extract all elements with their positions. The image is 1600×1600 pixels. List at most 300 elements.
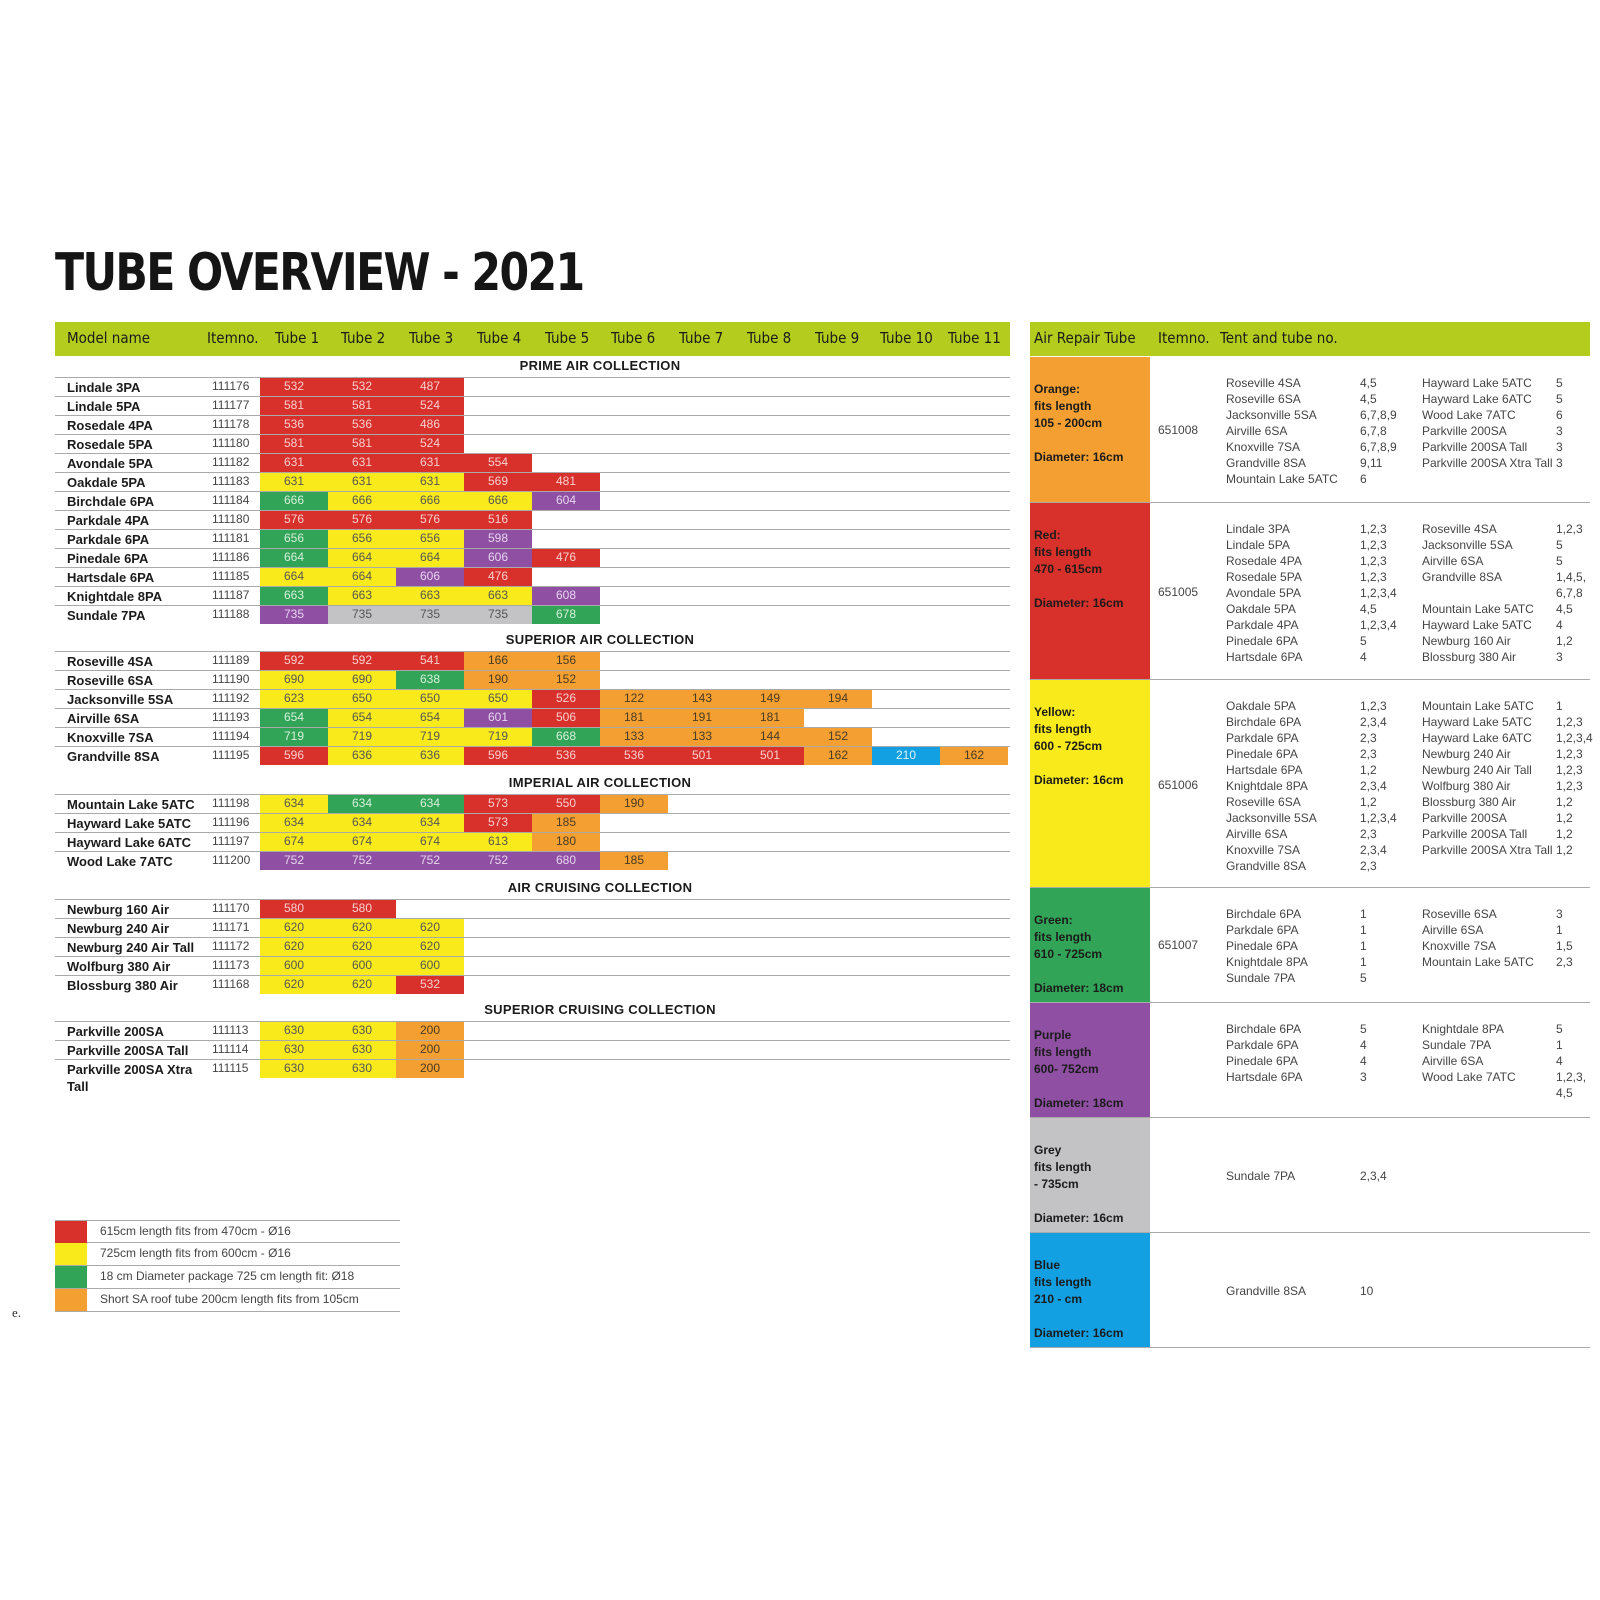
tube-cell: 506: [532, 709, 600, 727]
tent-name: Knightdale 8PA: [1226, 955, 1308, 969]
column-header: Air Repair Tube: [1034, 329, 1136, 347]
tent-name: Roseville 4SA: [1226, 376, 1301, 390]
color-legend: [55, 1220, 400, 1312]
tube-numbers: 5: [1360, 971, 1367, 985]
tent-entry: [1226, 471, 1420, 487]
repair-group: [1030, 888, 1590, 1003]
column-header: Model name: [67, 329, 151, 347]
tent-name: Wood Lake 7ATC: [1422, 1070, 1516, 1084]
tube-cell: 149: [736, 690, 804, 708]
tube-numbers: 1,2,3: [1360, 522, 1387, 536]
item-number: 111181: [212, 531, 250, 545]
tent-name: Knoxville 7SA: [1226, 843, 1301, 857]
diameter-label: Diameter: 16cm: [1034, 596, 1124, 610]
table-row: [55, 510, 1010, 529]
tube-cell: 596: [260, 747, 328, 765]
diameter-label: Diameter: 16cm: [1034, 773, 1124, 787]
repair-item-number: 651007: [1158, 938, 1199, 952]
legend-row: [55, 1243, 400, 1266]
tent-name: Birchdale 6PA: [1226, 715, 1302, 729]
page-title: TUBE OVERVIEW - 2021: [55, 243, 584, 303]
label-line: fits length: [1034, 1160, 1092, 1174]
repair-color-label: [1030, 503, 1150, 679]
tent-name: Jacksonville 5SA: [1226, 408, 1317, 422]
tube-numbers: 1,2,3: [1556, 763, 1583, 777]
model-name: Lindale 3PA: [67, 380, 141, 395]
tube-cell: 664: [260, 568, 328, 586]
item-number: 111189: [212, 653, 250, 667]
tent-entry: [1422, 1069, 1600, 1085]
tube-cell: 576: [328, 511, 396, 529]
tube-numbers: 1,2,3: [1360, 570, 1387, 584]
tent-name: Newburg 240 Air: [1422, 747, 1511, 761]
tube-cell: 580: [260, 900, 328, 918]
tent-name: Hayward Lake 6ATC: [1422, 392, 1532, 406]
tent-entry: [1422, 778, 1600, 794]
model-name: Parkville 200SA Xtra Tall: [67, 1062, 193, 1094]
model-name: Wood Lake 7ATC: [67, 854, 173, 869]
tube-cell: 719: [396, 728, 464, 746]
table-row: [55, 918, 1010, 937]
tent-name: Grandville 8SA: [1226, 456, 1307, 470]
tube-cell: 190: [464, 671, 532, 689]
tube-cell: 596: [464, 747, 532, 765]
diameter-label: Diameter: 18cm: [1034, 981, 1124, 995]
legend-swatch: [55, 1221, 87, 1243]
tube-cell: 581: [260, 397, 328, 415]
tube-cell: 631: [260, 473, 328, 491]
tent-name: Blossburg 380 Air: [1422, 795, 1517, 809]
tent-entry: [1226, 762, 1420, 778]
item-number: 111180: [212, 512, 250, 526]
tube-cell: 190: [600, 795, 668, 813]
tube-cell: 678: [532, 606, 600, 624]
tube-numbers: 6,7,8: [1556, 586, 1583, 600]
tube-numbers: 1,2,3: [1556, 779, 1583, 793]
model-name: Wolfburg 380 Air: [67, 959, 171, 974]
tube-cell: 620: [260, 976, 328, 994]
column-header: Tube 11: [948, 329, 1001, 347]
tent-name: Hartsdale 6PA: [1226, 1070, 1303, 1084]
tube-numbers: 1,2: [1556, 634, 1573, 648]
label-line: 105 - 200cm: [1034, 416, 1103, 430]
tent-name: Birchdale 6PA: [1226, 1022, 1302, 1036]
tube-cell: 185: [600, 852, 668, 870]
item-number: 111190: [212, 672, 250, 686]
item-number: 111182: [212, 455, 250, 469]
tube-numbers: 1,2,3: [1360, 538, 1387, 552]
tent-entry: [1226, 521, 1420, 537]
tube-cell: 690: [260, 671, 328, 689]
column-header: Tube 4: [477, 329, 522, 347]
model-name: Oakdale 5PA: [67, 475, 146, 490]
tube-cell: 180: [532, 833, 600, 851]
tube-cell: 656: [328, 530, 396, 548]
tube-numbers: 1,2: [1556, 811, 1573, 825]
tube-cell: 581: [328, 397, 396, 415]
tube-cell: 719: [328, 728, 396, 746]
tube-numbers: 1,2,3,4: [1360, 586, 1397, 600]
model-name: Avondale 5PA: [67, 456, 153, 471]
table-row: [55, 1021, 1010, 1040]
spacer: [1034, 432, 1146, 449]
tube-cell: 487: [396, 378, 464, 396]
table-row: [55, 1059, 1010, 1094]
tube-cell: 631: [260, 454, 328, 472]
item-number: 111173: [212, 958, 250, 972]
tube-cell: 634: [328, 795, 396, 813]
legend-swatch: [55, 1243, 87, 1265]
tent-entry: [1226, 714, 1420, 730]
tent-name: Hayward Lake 5ATC: [1422, 376, 1532, 390]
tent-name: Sundale 7PA: [1422, 1038, 1492, 1052]
tent-name: Sundale 7PA: [1226, 1169, 1296, 1183]
label-line: Yellow:: [1034, 705, 1076, 719]
tube-numbers: 2,3: [1360, 731, 1377, 745]
collection-title: SUPERIOR CRUISING COLLECTION: [484, 1002, 716, 1017]
label-line: Orange:: [1034, 382, 1081, 396]
tube-cell: 541: [396, 652, 464, 670]
tube-cell: 592: [328, 652, 396, 670]
diameter-label: Diameter: 16cm: [1034, 1211, 1124, 1225]
tent-name: Mountain Lake 5ATC: [1422, 699, 1534, 713]
tent-entry: [1226, 633, 1420, 649]
tube-cell: 191: [668, 709, 736, 727]
tube-cell: 630: [260, 1041, 328, 1059]
tent-name: Pinedale 6PA: [1226, 634, 1298, 648]
tube-cell: 735: [328, 606, 396, 624]
column-header: Itemno.: [207, 329, 259, 347]
model-name: Parkville 200SA: [67, 1024, 164, 1039]
tent-entry: [1226, 439, 1420, 455]
tent-entry: [1226, 1021, 1420, 1037]
tube-cell: 476: [464, 568, 532, 586]
column-header: Tube 5: [545, 329, 590, 347]
tube-numbers: 3: [1556, 440, 1563, 454]
item-number: 111187: [212, 588, 250, 602]
item-number: 111188: [212, 607, 250, 621]
tent-list: [1226, 375, 1420, 487]
tube-cell: 581: [328, 435, 396, 453]
tent-entry: [1226, 585, 1420, 601]
tube-numbers: 3: [1556, 456, 1563, 470]
tube-cell: 690: [328, 671, 396, 689]
tube-cell: 620: [328, 919, 396, 937]
label-line: fits length: [1034, 545, 1092, 559]
item-number: 111114: [212, 1042, 249, 1056]
tent-name: Knoxville 7SA: [1226, 440, 1301, 454]
tube-cell: 663: [328, 587, 396, 605]
tube-cell: 592: [260, 652, 328, 670]
item-number: 111180: [212, 436, 250, 450]
label-line: Blue: [1034, 1258, 1061, 1272]
tube-numbers: 6: [1360, 472, 1367, 486]
tent-name: Roseville 6SA: [1422, 907, 1497, 921]
tube-cell: 620: [328, 976, 396, 994]
model-name: Parkdale 4PA: [67, 513, 150, 528]
tube-cell: 580: [328, 900, 396, 918]
tube-cell: 634: [328, 814, 396, 832]
tube-cell: 663: [464, 587, 532, 605]
tube-cell: 752: [260, 852, 328, 870]
tube-cell: 550: [532, 795, 600, 813]
spacer: [1034, 1308, 1146, 1325]
tent-entry: [1226, 938, 1420, 954]
tent-list: [1226, 1283, 1420, 1299]
tent-entry: [1226, 842, 1420, 858]
tent-entry: [1226, 746, 1420, 762]
tube-cell: 133: [600, 728, 668, 746]
tube-cell: 620: [396, 938, 464, 956]
tube-cell: 668: [532, 728, 600, 746]
tent-name: Airville 6SA: [1422, 923, 1484, 937]
tent-entry: [1422, 922, 1600, 938]
item-number: 111113: [212, 1023, 249, 1037]
tube-cell: 608: [532, 587, 600, 605]
tube-cell: 630: [260, 1060, 328, 1078]
tent-entry: [1422, 1053, 1600, 1069]
item-number: 111197: [212, 834, 250, 848]
column-header: Tube 2: [341, 329, 386, 347]
collection-title: PRIME AIR COLLECTION: [519, 358, 681, 373]
repair-item-number: 651008: [1158, 423, 1199, 437]
legend-text: 615cm length fits from 470cm - Ø16: [100, 1224, 291, 1238]
item-number: 111192: [212, 691, 250, 705]
tube-cell: 752: [464, 852, 532, 870]
item-number: 111168: [212, 977, 250, 991]
model-name: Parkdale 6PA: [67, 532, 150, 547]
tent-entry: [1422, 601, 1600, 617]
tent-name: Roseville 4SA: [1422, 522, 1497, 536]
tube-cell: 654: [396, 709, 464, 727]
tube-numbers: 1: [1360, 923, 1367, 937]
tube-numbers: 1,2: [1360, 795, 1377, 809]
tent-entry: [1422, 585, 1600, 601]
column-header: Tube 1: [275, 329, 320, 347]
tube-cell: 630: [328, 1022, 396, 1040]
diameter-label: Diameter: 18cm: [1034, 1096, 1124, 1110]
tent-entry: [1422, 810, 1600, 826]
tent-name: Wood Lake 7ATC: [1422, 408, 1516, 422]
legend-text: 18 cm Diameter package 725 cm length fit: Ø18: [100, 1269, 355, 1283]
model-name: Roseville 4SA: [67, 654, 153, 669]
table-row: [55, 453, 1010, 472]
table-row: [55, 586, 1010, 605]
tube-cell: 735: [396, 606, 464, 624]
tube-cell: 634: [396, 795, 464, 813]
model-name: Newburg 240 Air Tall: [67, 940, 195, 955]
tube-cell: 162: [940, 747, 1008, 765]
label-line: fits length: [1034, 1045, 1092, 1059]
item-number: 111170: [212, 901, 250, 915]
tent-name: Parkdale 4PA: [1226, 618, 1299, 632]
table-row: [55, 727, 1010, 746]
tent-list: [1226, 1021, 1420, 1085]
tent-name: Lindale 3PA: [1226, 522, 1290, 536]
column-header: Tube 8: [747, 329, 792, 347]
tent-name: Hayward Lake 6ATC: [1422, 731, 1532, 745]
tent-name: Grandville 8SA: [1226, 859, 1307, 873]
repair-item-number: 651005: [1158, 585, 1199, 599]
tube-cell: 200: [396, 1060, 464, 1078]
tent-name: Wolfburg 380 Air: [1422, 779, 1511, 793]
tent-entry: [1226, 906, 1420, 922]
tube-cell: 501: [736, 747, 804, 765]
tube-numbers: 3: [1556, 650, 1563, 664]
repair-table-header: [1030, 322, 1590, 356]
tube-cell: 573: [464, 795, 532, 813]
tube-cell: 581: [260, 435, 328, 453]
tube-cell: 606: [396, 568, 464, 586]
label-line: 600 - 725cm: [1034, 739, 1103, 753]
tent-entry: [1422, 938, 1600, 954]
tube-numbers: 6,7,8,9: [1360, 440, 1397, 454]
tube-cell: 152: [804, 728, 872, 746]
repair-group: [1030, 357, 1590, 503]
spacer: [1034, 578, 1146, 595]
tube-numbers: 5: [1556, 376, 1563, 390]
model-name: Blossburg 380 Air: [67, 978, 178, 993]
tube-numbers: 4: [1556, 1054, 1563, 1068]
tent-entry: [1226, 858, 1420, 874]
model-name: Jacksonville 5SA: [67, 692, 174, 707]
tent-name: Mountain Lake 5ATC: [1422, 955, 1534, 969]
table-row: [55, 415, 1010, 434]
table-row: [55, 813, 1010, 832]
tent-name: Mountain Lake 5ATC: [1226, 472, 1338, 486]
item-number: 111185: [212, 569, 250, 583]
model-name: Rosedale 4PA: [67, 418, 153, 433]
model-name: Knightdale 8PA: [67, 589, 163, 604]
item-number: 111176: [212, 379, 250, 393]
tube-cell: 600: [328, 957, 396, 975]
tent-entry: [1422, 569, 1600, 585]
spacer: [1034, 963, 1146, 980]
label-line: Grey: [1034, 1143, 1062, 1157]
tube-cell: 650: [464, 690, 532, 708]
tent-entry: [1422, 649, 1600, 665]
table-row: [55, 529, 1010, 548]
tube-cell: 181: [600, 709, 668, 727]
tube-numbers: 1,2,3: [1556, 522, 1583, 536]
tube-cell: 664: [260, 549, 328, 567]
model-name: Lindale 5PA: [67, 399, 141, 414]
tube-cell: 532: [260, 378, 328, 396]
tube-numbers: 3: [1360, 1070, 1367, 1084]
tent-entry: [1422, 954, 1600, 970]
table-row: [55, 434, 1010, 453]
tube-cell: 601: [464, 709, 532, 727]
collection-title: SUPERIOR AIR COLLECTION: [505, 632, 695, 647]
legend-swatch: [55, 1266, 87, 1288]
tube-cell: 133: [668, 728, 736, 746]
tube-cell: 623: [260, 690, 328, 708]
tube-cell: 144: [736, 728, 804, 746]
tent-entry: [1422, 842, 1600, 858]
tube-cell: 613: [464, 833, 532, 851]
tube-cell: 620: [260, 938, 328, 956]
tent-entry: [1226, 423, 1420, 439]
tent-name: Sundale 7PA: [1226, 971, 1296, 985]
tube-numbers: 2,3,4: [1360, 779, 1387, 793]
tube-cell: 536: [328, 416, 396, 434]
tent-name: Airville 6SA: [1422, 1054, 1484, 1068]
tube-numbers: 2,3: [1360, 859, 1377, 873]
repair-color-label: [1030, 1233, 1150, 1347]
tent-name: Airville 6SA: [1422, 554, 1484, 568]
item-number: 111195: [212, 748, 250, 762]
tube-cell: 666: [464, 492, 532, 510]
tent-list: [1422, 1021, 1600, 1101]
tube-cell: 664: [328, 568, 396, 586]
spacer: [1034, 1078, 1146, 1095]
column-header: Tube 10: [880, 329, 933, 347]
column-header: Tube 7: [679, 329, 724, 347]
column-header: Tube 3: [409, 329, 454, 347]
tube-table-header: [55, 322, 1010, 356]
collection-title: IMPERIAL AIR COLLECTION: [508, 775, 692, 790]
tube-numbers: 2,3: [1360, 747, 1377, 761]
tube-numbers: 2,3: [1360, 827, 1377, 841]
tube-numbers: 1,2,3,4: [1556, 731, 1593, 745]
model-name: Parkville 200SA Tall: [67, 1043, 189, 1058]
tent-name: Hayward Lake 5ATC: [1422, 618, 1532, 632]
tube-cell: 600: [396, 957, 464, 975]
tube-numbers: 10: [1360, 1284, 1374, 1298]
tube-cell: 162: [804, 747, 872, 765]
repair-group: [1030, 1003, 1590, 1118]
tube-cell: 194: [804, 690, 872, 708]
tent-entry: [1226, 826, 1420, 842]
tube-cell: 526: [532, 690, 600, 708]
tent-entry: [1226, 730, 1420, 746]
tent-list: [1226, 906, 1420, 986]
item-number: 111194: [212, 729, 250, 743]
label-line: fits length: [1034, 1275, 1092, 1289]
tube-numbers: 5: [1556, 1022, 1563, 1036]
tent-entry: [1226, 970, 1420, 986]
tent-entry: [1226, 1283, 1420, 1299]
repair-color-label: [1030, 888, 1150, 1002]
tent-entry: [1422, 906, 1600, 922]
tube-cell: 634: [396, 814, 464, 832]
item-number: 111183: [212, 474, 250, 488]
tent-list: [1422, 375, 1600, 471]
tent-name: Hartsdale 6PA: [1226, 650, 1303, 664]
tube-numbers: 1,5: [1556, 939, 1573, 953]
repair-group: [1030, 1233, 1590, 1348]
tube-numbers: 4: [1556, 618, 1563, 632]
item-number: 111193: [212, 710, 250, 724]
tube-cell: 620: [260, 919, 328, 937]
tube-cell: 630: [328, 1060, 396, 1078]
tent-name: Mountain Lake 5ATC: [1422, 602, 1534, 616]
tube-cell: 636: [396, 747, 464, 765]
tube-numbers: 6,7,8,9: [1360, 408, 1397, 422]
tube-cell: 663: [260, 587, 328, 605]
tube-cell: 631: [328, 473, 396, 491]
tube-cell: 719: [260, 728, 328, 746]
table-row: [55, 832, 1010, 851]
item-number: 111196: [212, 815, 250, 829]
tent-name: Avondale 5PA: [1226, 586, 1301, 600]
tent-name: Roseville 6SA: [1226, 392, 1301, 406]
repair-group: [1030, 1118, 1590, 1233]
tent-name: Airville 6SA: [1226, 424, 1288, 438]
tube-numbers: 1,2,3: [1360, 554, 1387, 568]
tube-cell: 200: [396, 1022, 464, 1040]
tube-cell: 636: [328, 747, 396, 765]
